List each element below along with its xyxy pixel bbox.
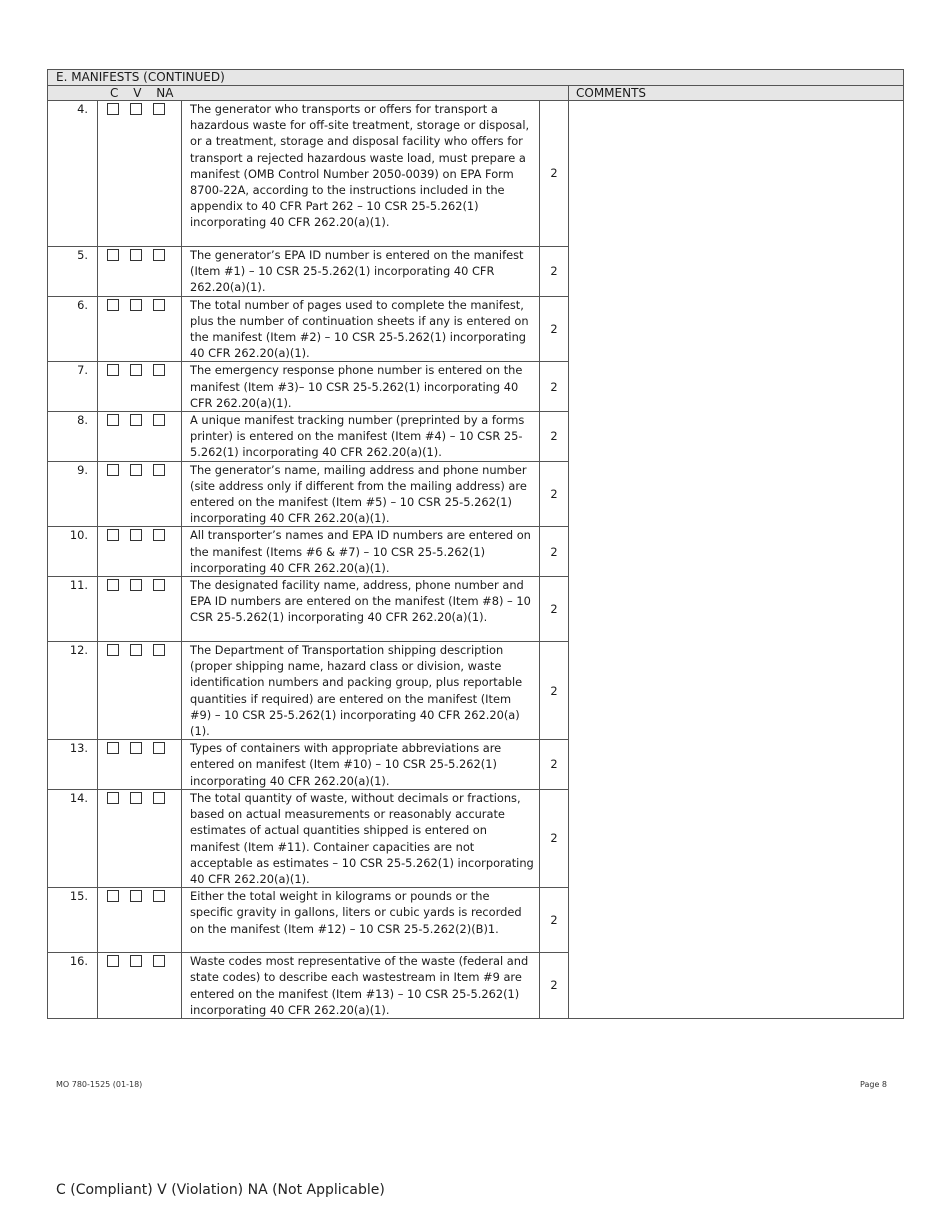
item-number: 14. <box>48 789 98 887</box>
not-applicable-checkbox[interactable] <box>153 890 165 902</box>
col-v-label: V <box>133 86 142 100</box>
violation-checkbox[interactable] <box>130 103 142 115</box>
item-number: 9. <box>48 461 98 527</box>
item-number: 16. <box>48 953 98 1019</box>
item-number: 15. <box>48 888 98 953</box>
col-c-label: C <box>110 86 119 100</box>
not-applicable-checkbox[interactable] <box>153 299 165 311</box>
requirement-text: Either the total weight in kilograms or pounds or the specific gravity in gallons, liters or cubic yards is recorded on the manifest (Item #12) – 10 CSR 25-5.262(2)(B)1. <box>182 888 540 953</box>
not-applicable-checkbox[interactable] <box>153 364 165 376</box>
status-checkboxes <box>98 296 182 362</box>
form-id: MO 780-1525 (01-18) <box>56 1080 143 1089</box>
requirement-text: All transporter’s names and EPA ID numbers are entered on the manifest (Items #6 & #7) – 10 CSR 25-5.262(1) incorporating 40 CFR 262.20(a)(1). <box>182 527 540 577</box>
comments-field[interactable] <box>569 101 904 1019</box>
points-value: 2 <box>540 740 569 790</box>
points-value: 2 <box>540 577 569 642</box>
not-applicable-checkbox[interactable] <box>153 414 165 426</box>
not-applicable-checkbox[interactable] <box>153 464 165 476</box>
checklist-form <box>47 69 903 1089</box>
status-checkboxes <box>98 412 182 462</box>
not-applicable-checkbox[interactable] <box>153 103 165 115</box>
violation-checkbox[interactable] <box>130 414 142 426</box>
compliant-checkbox[interactable] <box>107 414 119 426</box>
requirement-text: Waste codes most representative of the waste (federal and state codes) to describe each wastestream in Item #9 are entered on the manifest (Item #13) – 10 CSR 25-5.262(1) incorporating 40 CFR 262.20(a)(1). <box>182 953 540 1019</box>
item-number: 5. <box>48 247 98 297</box>
points-value: 2 <box>540 527 569 577</box>
requirement-text: The generator’s name, mailing address and phone number (site address only if different from the mailing address) are entered on the manifest (Item #5) – 10 CSR 25-5.262(1) incorporating 40 CFR 262.20(a)(1). <box>182 461 540 527</box>
points-value: 2 <box>540 461 569 527</box>
item-number: 4. <box>48 101 98 247</box>
cvna-header <box>48 86 569 101</box>
compliant-checkbox[interactable] <box>107 299 119 311</box>
compliant-checkbox[interactable] <box>107 249 119 261</box>
points-value: 2 <box>540 101 569 247</box>
page-number: Page 8 <box>860 1080 887 1089</box>
item-number: 11. <box>48 577 98 642</box>
status-checkboxes <box>98 247 182 297</box>
points-value: 2 <box>540 362 569 412</box>
status-checkboxes <box>98 577 182 642</box>
compliant-checkbox[interactable] <box>107 364 119 376</box>
item-number: 6. <box>48 296 98 362</box>
requirement-text: The total quantity of waste, without decimals or fractions, based on actual measurements or reasonably accurate estimates of actual quantities shipped is entered on manifest (Item #11). Container capacities are not acceptable as estimates – 10 CSR 25-5.262(1) incorporating 40 CFR 262.20(a)(1). <box>182 789 540 887</box>
status-checkboxes <box>98 789 182 887</box>
section-title: E. MANIFESTS (CONTINUED) <box>48 70 904 86</box>
requirement-text: Types of containers with appropriate abbreviations are entered on manifest (Item #10) – 10 CSR 25-5.262(1) incorporating 40 CFR 262.20(a)(1). <box>182 740 540 790</box>
status-checkboxes <box>98 362 182 412</box>
requirement-text: The generator’s EPA ID number is entered on the manifest (Item #1) – 10 CSR 25-5.262(1) incorporating 40 CFR 262.20(a)(1). <box>182 247 540 297</box>
col-na-label: NA <box>156 86 174 100</box>
item-number: 12. <box>48 642 98 740</box>
status-checkboxes <box>98 953 182 1019</box>
violation-checkbox[interactable] <box>130 464 142 476</box>
legend: C (Compliant) V (Violation) NA (Not Applicable) <box>56 1182 385 1198</box>
violation-checkbox[interactable] <box>130 529 142 541</box>
violation-checkbox[interactable] <box>130 644 142 656</box>
violation-checkbox[interactable] <box>130 364 142 376</box>
status-checkboxes <box>98 740 182 790</box>
violation-checkbox[interactable] <box>130 249 142 261</box>
points-value: 2 <box>540 296 569 362</box>
violation-checkbox[interactable] <box>130 890 142 902</box>
compliant-checkbox[interactable] <box>107 792 119 804</box>
status-checkboxes <box>98 527 182 577</box>
violation-checkbox[interactable] <box>130 955 142 967</box>
status-checkboxes <box>98 888 182 953</box>
requirement-text: The Department of Transportation shipping description (proper shipping name, hazard class or division, waste identification numbers and packing group, plus reportable quantities if required) are entered on the manifest (Item #9) – 10 CSR 25-5.262(1) incorporating 40 CFR 262.20(a)(1). <box>182 642 540 740</box>
requirement-text: The emergency response phone number is entered on the manifest (Item #3)– 10 CSR 25-5.262(1) incorporating 40 CFR 262.20(a)(1). <box>182 362 540 412</box>
item-number: 13. <box>48 740 98 790</box>
section-header-row <box>48 70 904 86</box>
points-value: 2 <box>540 888 569 953</box>
requirement-text: The generator who transports or offers for transport a hazardous waste for off-site treatment, storage or disposal, or a treatment, storage and disposal facility who offers for transport a rejected hazardous waste load, must prepare a manifest (OMB Control Number 2050-0039) on EPA Form 8700-22A, according to the instructions included in the appendix to 40 CFR Part 262 – 10 CSR 25-5.262(1) incorporating 40 CFR 262.20(a)(1). <box>182 101 540 247</box>
not-applicable-checkbox[interactable] <box>153 529 165 541</box>
violation-checkbox[interactable] <box>130 792 142 804</box>
compliant-checkbox[interactable] <box>107 955 119 967</box>
column-header-row <box>48 86 904 101</box>
points-value: 2 <box>540 953 569 1019</box>
item-number: 10. <box>48 527 98 577</box>
item-number: 8. <box>48 412 98 462</box>
compliant-checkbox[interactable] <box>107 579 119 591</box>
points-value: 2 <box>540 247 569 297</box>
violation-checkbox[interactable] <box>130 579 142 591</box>
not-applicable-checkbox[interactable] <box>153 792 165 804</box>
not-applicable-checkbox[interactable] <box>153 644 165 656</box>
compliant-checkbox[interactable] <box>107 890 119 902</box>
not-applicable-checkbox[interactable] <box>153 249 165 261</box>
not-applicable-checkbox[interactable] <box>153 742 165 754</box>
violation-checkbox[interactable] <box>130 742 142 754</box>
requirement-text: A unique manifest tracking number (preprinted by a forms printer) is entered on the manifest (Item #4) – 10 CSR 25-5.262(1) incorporating 40 CFR 262.20(a)(1). <box>182 412 540 462</box>
checklist-row <box>48 101 904 247</box>
item-number: 7. <box>48 362 98 412</box>
manifest-checklist-table <box>47 69 904 1019</box>
compliant-checkbox[interactable] <box>107 644 119 656</box>
comments-header: COMMENTS <box>569 86 904 101</box>
status-checkboxes <box>98 101 182 247</box>
violation-checkbox[interactable] <box>130 299 142 311</box>
requirement-text: The designated facility name, address, phone number and EPA ID numbers are entered on the manifest (Item #8) – 10 CSR 25-5.262(1) incorporating 40 CFR 262.20(a)(1). <box>182 577 540 642</box>
points-value: 2 <box>540 642 569 740</box>
compliant-checkbox[interactable] <box>107 464 119 476</box>
not-applicable-checkbox[interactable] <box>153 955 165 967</box>
status-checkboxes <box>98 642 182 740</box>
points-value: 2 <box>540 412 569 462</box>
compliant-checkbox[interactable] <box>107 742 119 754</box>
compliant-checkbox[interactable] <box>107 103 119 115</box>
compliant-checkbox[interactable] <box>107 529 119 541</box>
not-applicable-checkbox[interactable] <box>153 579 165 591</box>
requirement-text: The total number of pages used to complete the manifest, plus the number of continuation sheets if any is entered on the manifest (Item #2) – 10 CSR 25-5.262(1) incorporating 40 CFR 262.20(a)(1). <box>182 296 540 362</box>
status-checkboxes <box>98 461 182 527</box>
points-value: 2 <box>540 789 569 887</box>
